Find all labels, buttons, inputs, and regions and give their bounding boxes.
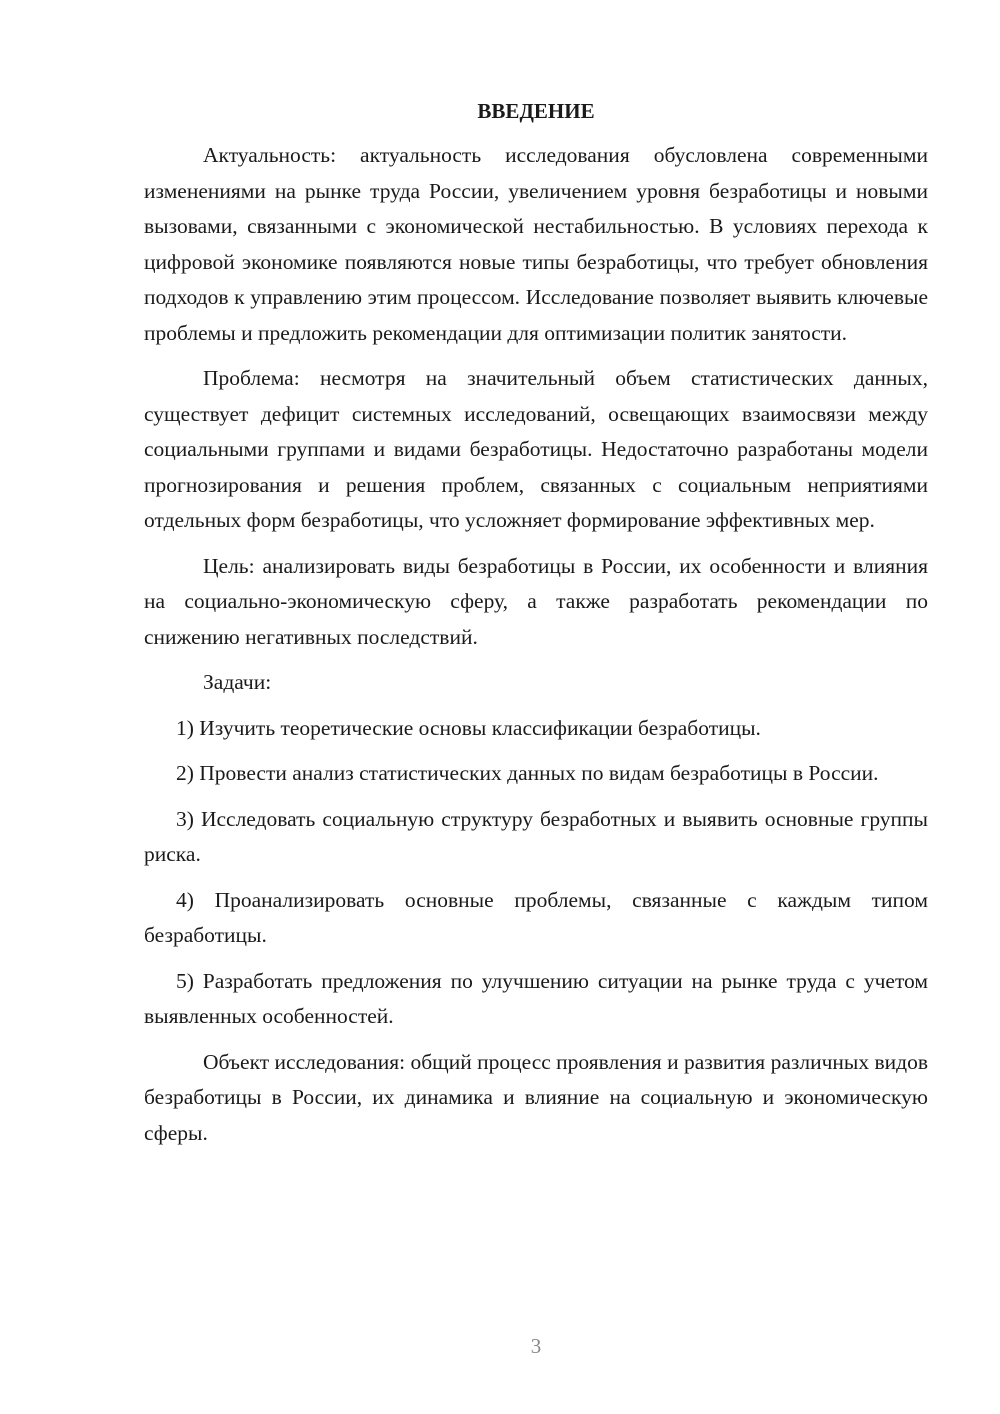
- task-item-3: 3) Исследовать социальную структуру безработных и выявить основные группы риска.: [144, 806, 928, 866]
- tasks-heading: Задачи:: [203, 670, 272, 694]
- goal-paragraph: Цель: анализировать виды безработицы в России, их особенности и влияния на социально-экономическую сферу, а также разработать рекомендации по снижению негативных последствий.: [144, 553, 928, 649]
- task-item-4: 4) Проанализировать основные проблемы, связанные с каждым типом безработицы.: [144, 887, 928, 947]
- task-item-2: 2) Провести анализ статистических данных по видам безработицы в России.: [176, 761, 879, 785]
- task-item-5: 5) Разработать предложения по улучшению ситуации на рынке труда с учетом выявленных особенностей.: [144, 968, 928, 1028]
- section-title: ВВЕДЕНИЕ: [477, 99, 595, 123]
- relevance-paragraph: Актуальность: актуальность исследования обусловлена современными изменениями на рынке труда России, увеличением уровня безработицы и новыми вызовами, связанными с экономической нестабильностью. В условиях перехода к цифровой экономике появляются новые типы безработицы, что требует обновления подходов к управлению этим процессом. Исследование позволяет выявить ключевые проблемы и предложить рекомендации для оптимизации политик занятости.: [144, 143, 928, 345]
- task-item-1: 1) Изучить теоретические основы классификации безработицы.: [176, 715, 761, 740]
- object-paragraph: Объект исследования: общий процесс проявления и развития различных видов безработицы в России, их динамика и влияние на социальную и экономическую сферы.: [144, 1049, 928, 1145]
- page-number: 3: [530, 1334, 542, 1358]
- document-page: [144, 96, 928, 1151]
- problem-paragraph: Проблема: несмотря на значительный объем статистических данных, существует дефицит системных исследований, освещающих взаимосвязи между социальными группами и видами безработицы. Недостаточно разработаны модели прогнозирования и решения проблем, связанных с социальным неприятиями отдельных форм безработицы, что усложняет формирование эффективных мер.: [144, 366, 928, 532]
